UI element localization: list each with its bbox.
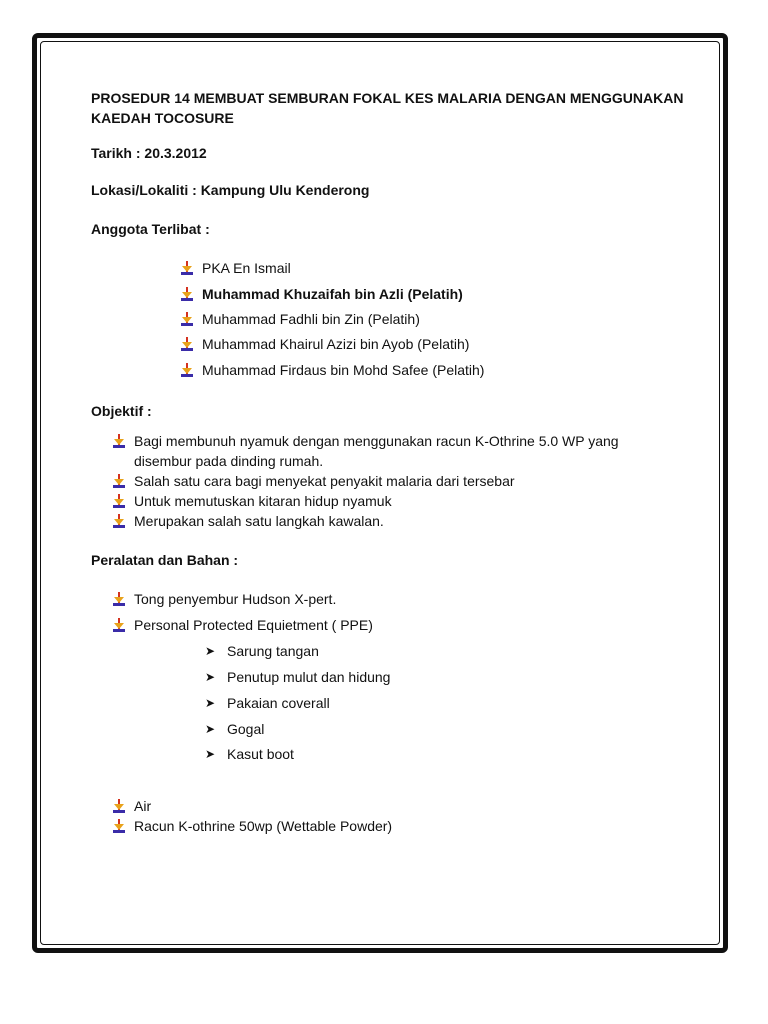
down-arrow-bullet-icon <box>113 592 125 606</box>
ppe-item: ➤ Gogal <box>205 721 265 737</box>
ppe-item: ➤ Pakaian coverall <box>205 695 330 711</box>
ppe-item: ➤ Sarung tangan <box>205 643 319 659</box>
down-arrow-bullet-icon <box>181 312 193 326</box>
down-arrow-bullet-icon <box>113 618 125 632</box>
objective-item: Untuk memutuskan kitaran hidup nyamuk <box>113 491 392 511</box>
arrowhead-bullet-icon: ➤ <box>205 696 216 710</box>
down-arrow-bullet-icon <box>113 819 125 833</box>
objective-item: Bagi membunuh nyamuk dengan menggunakan racun K-Othrine 5.0 WP yang disembur pada dinding rumah. <box>113 431 673 471</box>
members-heading: Anggota Terlibat : <box>91 221 210 237</box>
member-item: Muhammad Firdaus bin Mohd Safee (Pelatih) <box>181 360 484 380</box>
material-item: Air <box>113 796 151 816</box>
down-arrow-bullet-icon <box>181 337 193 351</box>
down-arrow-bullet-icon <box>181 287 193 301</box>
down-arrow-bullet-icon <box>181 261 193 275</box>
down-arrow-bullet-icon <box>113 474 125 488</box>
equipment-item: Personal Protected Equietment ( PPE) <box>113 615 373 635</box>
arrowhead-bullet-icon: ➤ <box>205 722 216 736</box>
arrowhead-bullet-icon: ➤ <box>205 747 216 761</box>
down-arrow-bullet-icon <box>113 434 125 448</box>
location-line: Lokasi/Lokaliti : Kampung Ulu Kenderong <box>91 182 370 198</box>
objectives-heading: Objektif : <box>91 403 152 419</box>
member-item: Muhammad Fadhli bin Zin (Pelatih) <box>181 309 420 329</box>
member-item: Muhammad Khairul Azizi bin Ayob (Pelatih) <box>181 334 469 354</box>
arrowhead-bullet-icon: ➤ <box>205 644 216 658</box>
down-arrow-bullet-icon <box>113 494 125 508</box>
ppe-item: ➤ Kasut boot <box>205 746 294 762</box>
objective-item: Merupakan salah satu langkah kawalan. <box>113 511 384 531</box>
date-line: Tarikh : 20.3.2012 <box>91 145 207 161</box>
equipment-item: Tong penyembur Hudson X-pert. <box>113 589 336 609</box>
down-arrow-bullet-icon <box>181 363 193 377</box>
material-item: Racun K-othrine 50wp (Wettable Powder) <box>113 816 392 836</box>
equipment-heading: Peralatan dan Bahan : <box>91 552 239 568</box>
ppe-item: ➤ Penutup mulut dan hidung <box>205 669 391 685</box>
member-item: Muhammad Khuzaifah bin Azli (Pelatih) <box>181 284 463 304</box>
objective-item: Salah satu cara bagi menyekat penyakit malaria dari tersebar <box>113 471 515 491</box>
document-title: PROSEDUR 14 MEMBUAT SEMBURAN FOKAL KES MALARIA DENGAN MENGGUNAKAN KAEDAH TOCOSURE <box>91 90 684 126</box>
arrowhead-bullet-icon: ➤ <box>205 670 216 684</box>
down-arrow-bullet-icon <box>113 799 125 813</box>
member-item: PKA En Ismail <box>181 258 291 278</box>
down-arrow-bullet-icon <box>113 514 125 528</box>
